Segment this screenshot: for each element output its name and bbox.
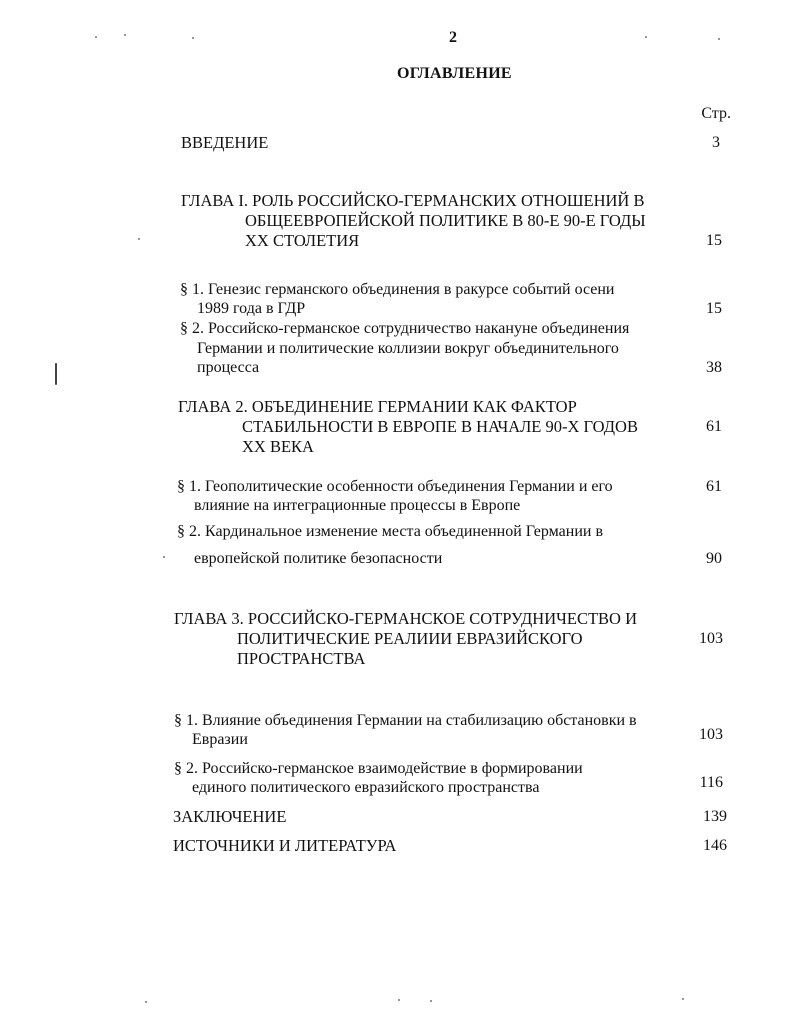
scan-speck [95, 36, 97, 38]
toc-entry-label-line: § 1. Геополитические особенности объединения Германии и его [177, 478, 613, 495]
toc-entry-page: 146 [703, 837, 727, 854]
toc-entry-page: 15 [706, 232, 722, 249]
toc-entry-label-line: Евразии [192, 731, 248, 748]
toc-entry-label-line: § 2. Российско-германское сотрудничество накануне объединения [180, 320, 630, 337]
toc-entry-page: 61 [706, 478, 722, 495]
toc-entry-label-line: XX СТОЛЕТИЯ [245, 231, 360, 250]
toc-entry-page: 61 [706, 418, 722, 435]
toc-entry-label-line: 1989 года в ГДР [197, 300, 306, 317]
scan-speck [682, 998, 684, 1000]
toc-entry-label: ЗАКЛЮЧЕНИЕ [173, 807, 287, 826]
toc-entry-label-line: § 2. Российско-германское взаимодействие в формировании [174, 760, 583, 777]
scan-speck [124, 34, 126, 36]
toc-entry-page: 38 [706, 359, 722, 376]
toc-entry-label-line: ГЛАВА 3. РОССИЙСКО-ГЕРМАНСКОЕ СОТРУДНИЧЕСТВО И [174, 609, 637, 628]
page-title: ОГЛАВЛЕНИЕ [397, 65, 512, 82]
toc-entry-label-line: европейской политике безопасности [194, 550, 443, 567]
toc-entry-label-line: ПОЛИТИЧЕСКИЕ РЕАЛИИИ ЕВРАЗИЙСКОГО [237, 629, 583, 648]
toc-entry-page: 103 [699, 630, 723, 647]
toc-entry-label: ВВЕДЕНИЕ [181, 133, 269, 152]
scan-speck [163, 556, 165, 558]
toc-entry-label-line: § 2. Кардинальное изменение места объединенной Германии в [177, 523, 603, 540]
page-column-header: Стр. [701, 105, 731, 122]
toc-entry-label-line: процесса [197, 359, 260, 376]
scan-speck [145, 1001, 147, 1003]
toc-entry-label-line: ГЛАВА I. РОЛЬ РОССИЙСКО-ГЕРМАНСКИХ ОТНОШЕНИЙ В [181, 191, 645, 210]
scan-speck [645, 36, 647, 38]
scan-speck [718, 38, 720, 40]
toc-entry-page: 139 [703, 808, 727, 825]
page-number: 2 [449, 29, 457, 46]
toc-entry-page: 103 [699, 726, 723, 743]
toc-entry-label-line: XX ВЕКА [242, 437, 314, 456]
toc-entry-label-line: единого политического евразийского пространства [192, 779, 540, 796]
toc-entry-label-line: СТАБИЛЬНОСТИ В ЕВРОПЕ В НАЧАЛЕ 90-Х ГОДОВ [242, 417, 638, 436]
toc-entry-label-line: § 1. Влияние объединения Германии на стабилизацию обстановки в [174, 712, 637, 729]
toc-entry-label-line: ОБЩЕЕВРОПЕЙСКОЙ ПОЛИТИКЕ В 80-Е 90-Е ГОДЫ [245, 211, 646, 230]
toc-entry-label-line: ГЛАВА 2. ОБЪЕДИНЕНИЕ ГЕРМАНИИ КАК ФАКТОР [178, 397, 577, 416]
toc-entry-page: 15 [706, 300, 722, 317]
scan-speck [398, 999, 400, 1001]
toc-entry-page: 116 [699, 774, 723, 791]
scan-speck [430, 1000, 432, 1002]
toc-entry-page: 3 [712, 134, 720, 151]
toc-entry-label-line: § 1. Генезис германского объединения в ракурсе событий осени [180, 281, 615, 298]
toc-entry-label: ИСТОЧНИКИ И ЛИТЕРАТУРА [173, 836, 397, 855]
toc-entry-label-line: Германии и политические коллизии вокруг объединительного [197, 340, 619, 357]
scan-speck [192, 37, 194, 39]
scan-speck [55, 363, 57, 385]
scan-speck [138, 238, 140, 240]
toc-entry-label-line: ПРОСТРАНСТВА [237, 649, 366, 668]
toc-entry-page: 90 [706, 550, 722, 567]
toc-entry-label-line: влияние на интеграционные процессы в Европе [194, 497, 521, 514]
